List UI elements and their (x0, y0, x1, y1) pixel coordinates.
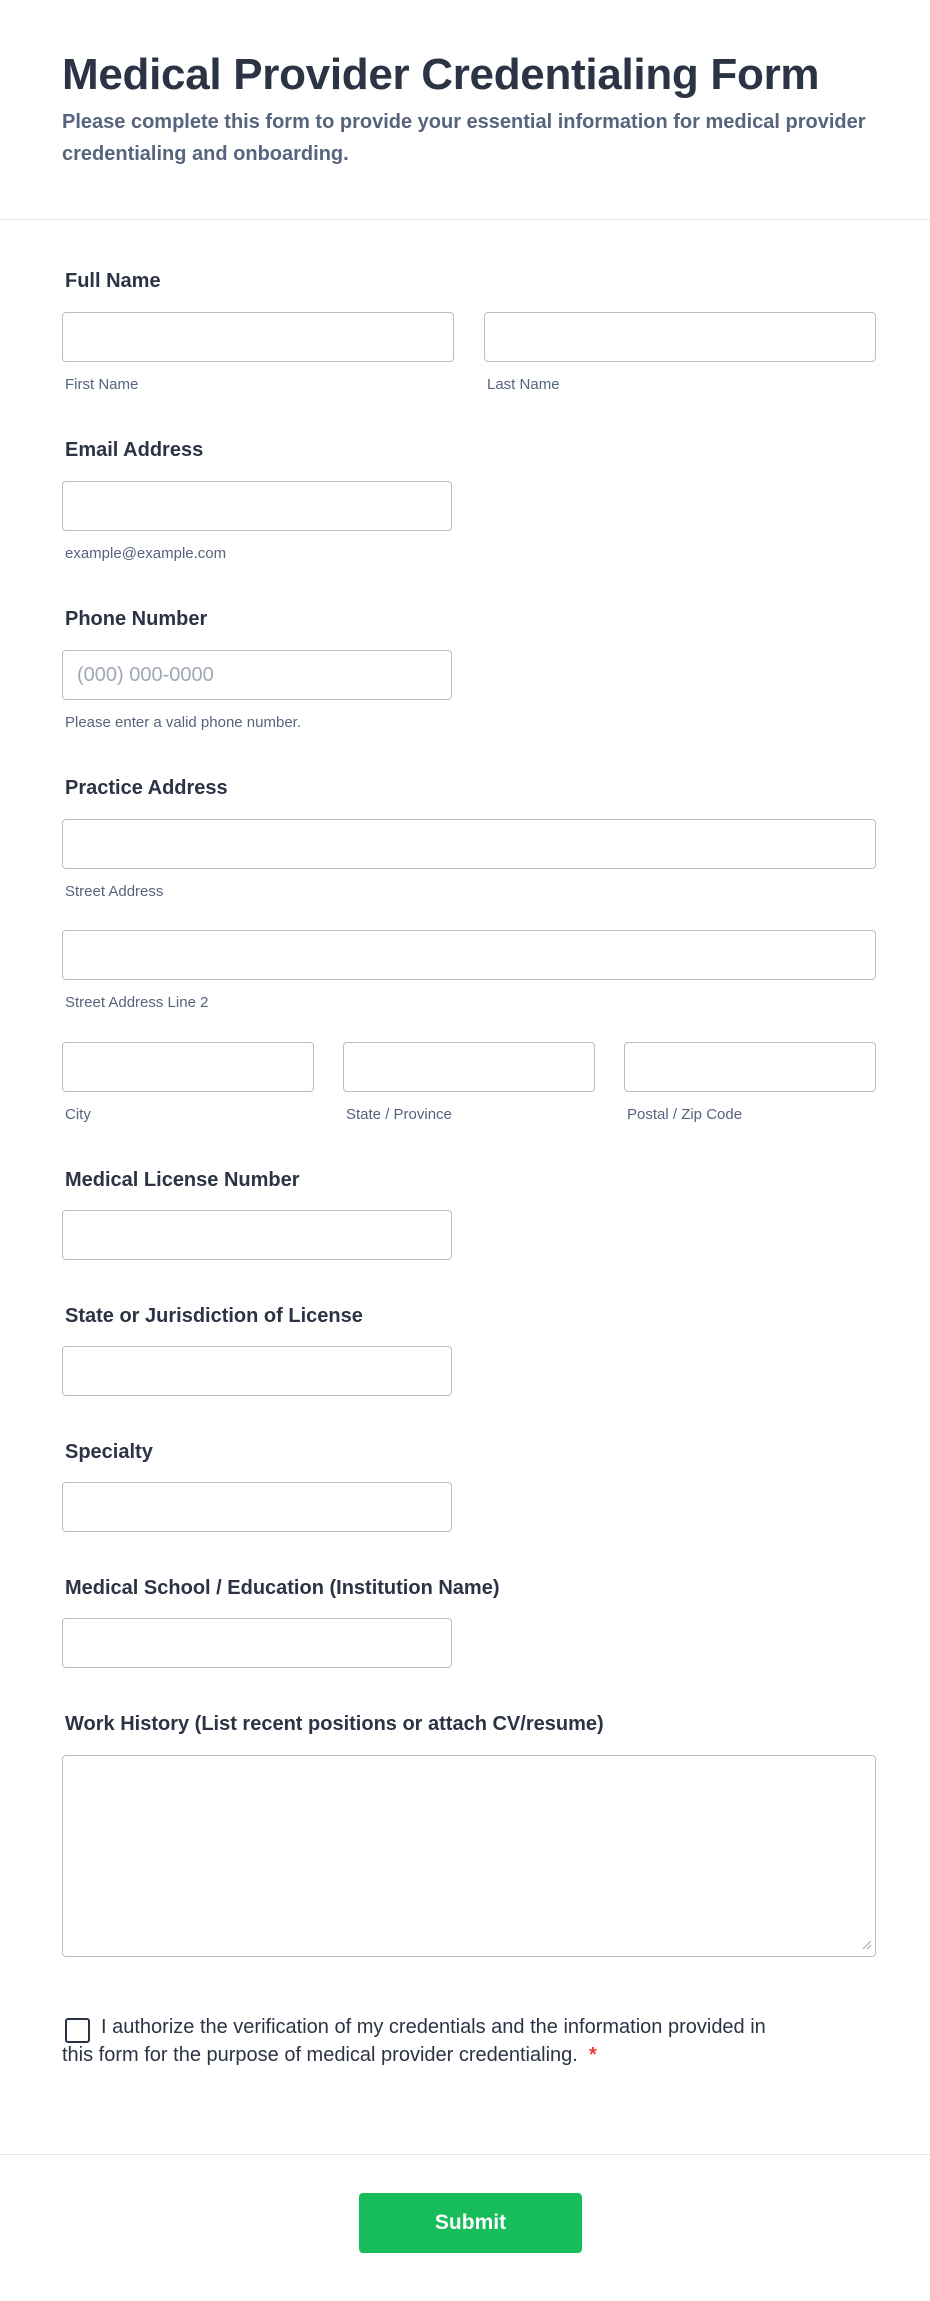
practice-address-label: Practice Address (65, 777, 228, 799)
license-number-input[interactable] (62, 1210, 452, 1260)
license-state-label: State or Jurisdiction of License (65, 1305, 363, 1327)
postal-zip-input[interactable] (624, 1042, 876, 1092)
phone-input[interactable] (62, 650, 452, 700)
work-history-label: Work History (List recent positions or attach CV/resume) (65, 1713, 604, 1735)
email-input[interactable] (62, 481, 452, 531)
city-sublabel: City (65, 1106, 91, 1123)
page-subtitle: Please complete this form to provide your essential information for medical provider credentialing and onboarding. (62, 111, 866, 165)
phone-sublabel: Please enter a valid phone number. (65, 714, 301, 731)
email-sublabel: example@example.com (65, 545, 227, 562)
state-province-input[interactable] (343, 1042, 595, 1092)
required-asterisk: * (588, 2044, 597, 2066)
form-header (0, 0, 930, 220)
consent-text-body: I authorize the verification of my credentials and the information provided in this form for the purpose of medical provider credentialing. (62, 2016, 766, 2066)
license-number-label: Medical License Number (65, 1169, 300, 1191)
specialty-input[interactable] (62, 1482, 452, 1532)
license-state-input[interactable] (62, 1346, 452, 1396)
consent-text (62, 2013, 782, 2069)
phone-label: Phone Number (65, 608, 208, 630)
full-name-label: Full Name (65, 270, 161, 292)
first-name-sublabel: First Name (65, 376, 139, 393)
postal-zip-sublabel: Postal / Zip Code (627, 1106, 743, 1123)
submit-button[interactable]: Submit (359, 2193, 582, 2253)
last-name-sublabel: Last Name (487, 376, 560, 393)
work-history-textarea[interactable] (62, 1755, 876, 1957)
street-address-line2-sublabel: Street Address Line 2 (65, 994, 209, 1011)
street-address-input[interactable] (62, 819, 876, 869)
street-address-line2-input[interactable] (62, 930, 876, 980)
email-label: Email Address (65, 439, 204, 461)
page-title: Medical Provider Credentialing Form (62, 50, 820, 99)
last-name-input[interactable] (484, 312, 876, 362)
consent-checkbox[interactable] (65, 2018, 90, 2043)
state-province-sublabel: State / Province (346, 1106, 452, 1123)
street-address-sublabel: Street Address (65, 883, 164, 900)
first-name-input[interactable] (62, 312, 454, 362)
specialty-label: Specialty (65, 1441, 153, 1463)
education-input[interactable] (62, 1618, 452, 1668)
resize-grip-icon[interactable] (862, 1940, 872, 1950)
city-input[interactable] (62, 1042, 314, 1092)
education-label: Medical School / Education (Institution Name) (65, 1577, 500, 1599)
